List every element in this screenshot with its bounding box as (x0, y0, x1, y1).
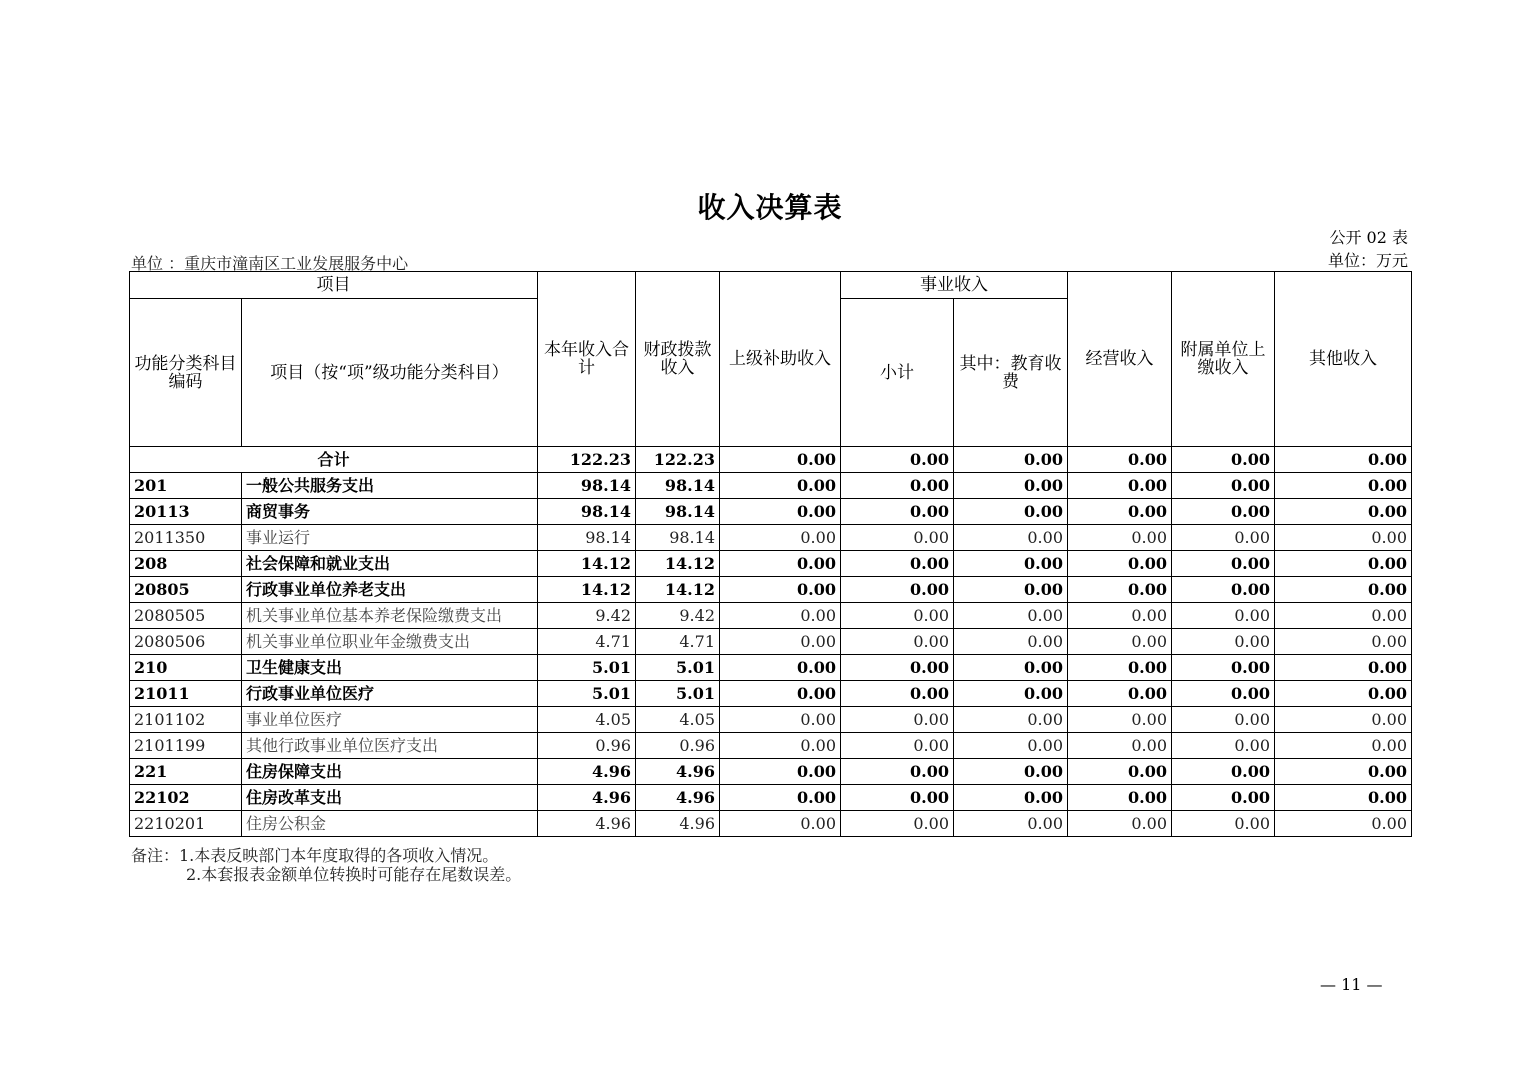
header-education: 其中：教育收费 (954, 299, 1068, 447)
note-line-2: 2.本套报表金额单位转换时可能存在尾数误差。 (186, 865, 522, 884)
row-value: 0.00 (1172, 759, 1275, 785)
row-value: 0.00 (841, 811, 954, 837)
row-value: 0.00 (841, 629, 954, 655)
currency-unit: 单位：万元 (1327, 251, 1408, 270)
organization-unit: 单位 ：重庆市潼南区工业发展服务中心 (131, 254, 409, 273)
row-value: 0.00 (1068, 811, 1172, 837)
row-value: 0.00 (1068, 525, 1172, 551)
row-value: 0.00 (1068, 759, 1172, 785)
row-value: 0.00 (841, 759, 954, 785)
page-number: — 11 — (1320, 975, 1383, 994)
row-value: 0.00 (1068, 733, 1172, 759)
row-code: 20113 (130, 499, 242, 525)
row-name: 行政事业单位医疗 (242, 681, 538, 707)
row-value: 5.01 (538, 655, 636, 681)
table-row (130, 733, 1412, 759)
notes (131, 846, 521, 884)
total-row (130, 447, 1412, 473)
row-value: 0.00 (1275, 551, 1412, 577)
row-name: 其他行政事业单位医疗支出 (242, 733, 538, 759)
table-row (130, 785, 1412, 811)
row-value: 0.96 (636, 733, 720, 759)
note-line-1: 备注：1.本表反映部门本年度取得的各项收入情况。 (131, 846, 499, 865)
row-value: 0.00 (954, 759, 1068, 785)
row-value: 0.00 (1172, 681, 1275, 707)
table-row (130, 655, 1412, 681)
row-value: 0.00 (1068, 629, 1172, 655)
header-business: 事业收入 (841, 272, 1068, 299)
row-value: 0.00 (1172, 733, 1275, 759)
row-value: 98.14 (538, 473, 636, 499)
row-value: 0.00 (841, 733, 954, 759)
row-name: 机关事业单位职业年金缴费支出 (242, 629, 538, 655)
row-value: 0.00 (1172, 629, 1275, 655)
row-value: 0.00 (720, 681, 841, 707)
row-value: 0.00 (954, 733, 1068, 759)
row-value: 98.14 (538, 499, 636, 525)
row-value: 0.00 (720, 655, 841, 681)
row-value: 0.00 (954, 707, 1068, 733)
row-value: 0.00 (954, 603, 1068, 629)
header-fiscal: 财政拨款收入 (636, 272, 720, 447)
row-value: 0.00 (1172, 811, 1275, 837)
row-value: 0.00 (841, 603, 954, 629)
row-value: 0.00 (1068, 681, 1172, 707)
row-value: 0.00 (1172, 577, 1275, 603)
table-row (130, 603, 1412, 629)
row-value: 14.12 (636, 551, 720, 577)
row-value: 0.00 (720, 603, 841, 629)
row-code: 21011 (130, 681, 242, 707)
row-code: 2080506 (130, 629, 242, 655)
row-value: 0.00 (720, 525, 841, 551)
row-value: 0.00 (720, 759, 841, 785)
row-value: 0.00 (954, 681, 1068, 707)
row-value: 0.00 (841, 473, 954, 499)
row-value: 0.00 (1275, 473, 1412, 499)
row-value: 0.00 (954, 629, 1068, 655)
row-code: 2210201 (130, 811, 242, 837)
row-value: 0.00 (1068, 551, 1172, 577)
row-value: 0.00 (1068, 707, 1172, 733)
row-value: 0.00 (1172, 655, 1275, 681)
row-value: 4.71 (538, 629, 636, 655)
row-name: 事业单位医疗 (242, 707, 538, 733)
row-value: 0.00 (1172, 785, 1275, 811)
row-value: 0.00 (1275, 603, 1412, 629)
row-value: 98.14 (636, 473, 720, 499)
row-value: 4.96 (636, 785, 720, 811)
row-value: 0.00 (1068, 785, 1172, 811)
row-value: 0.00 (1172, 707, 1275, 733)
row-value: 0.00 (720, 707, 841, 733)
table-row (130, 473, 1412, 499)
row-value: 0.00 (841, 551, 954, 577)
row-code: 2011350 (130, 525, 242, 551)
row-value: 14.12 (538, 551, 636, 577)
row-value: 0.00 (1275, 629, 1412, 655)
row-value: 0.00 (1275, 655, 1412, 681)
row-value: 0.00 (841, 707, 954, 733)
row-value: 0.00 (1068, 655, 1172, 681)
row-value: 0.00 (1068, 499, 1172, 525)
row-value: 0.00 (1172, 499, 1275, 525)
table-row (130, 551, 1412, 577)
row-value: 0.00 (1068, 577, 1172, 603)
header-project: 项目 (130, 272, 538, 299)
table-row (130, 707, 1412, 733)
row-value: 0.00 (954, 785, 1068, 811)
row-name: 卫生健康支出 (242, 655, 538, 681)
row-name: 商贸事务 (242, 499, 538, 525)
row-code: 221 (130, 759, 242, 785)
row-code: 2080505 (130, 603, 242, 629)
row-value: 0.00 (1275, 733, 1412, 759)
row-value: 0.00 (1172, 525, 1275, 551)
total-cell: 0.00 (1068, 447, 1172, 473)
row-value: 5.01 (636, 681, 720, 707)
row-value: 4.96 (538, 759, 636, 785)
row-code: 2101102 (130, 707, 242, 733)
row-value: 0.00 (1275, 681, 1412, 707)
row-value: 4.96 (636, 811, 720, 837)
page-title: 收入决算表 (697, 191, 843, 224)
row-value: 0.00 (841, 655, 954, 681)
row-value: 0.00 (1275, 525, 1412, 551)
row-value: 0.00 (1068, 603, 1172, 629)
row-code: 20805 (130, 577, 242, 603)
row-value: 4.96 (538, 785, 636, 811)
row-value: 0.00 (841, 525, 954, 551)
header-superior: 上级补助收入 (720, 272, 841, 447)
total-cell: 122.23 (538, 447, 636, 473)
row-value: 0.00 (1275, 499, 1412, 525)
row-value: 0.00 (1275, 707, 1412, 733)
header-name: 项目（按“项”级功能分类科目） (242, 299, 538, 447)
row-value: 98.14 (636, 499, 720, 525)
row-value: 0.00 (1172, 603, 1275, 629)
row-value: 4.05 (636, 707, 720, 733)
row-value: 4.71 (636, 629, 720, 655)
row-value: 0.00 (954, 499, 1068, 525)
row-value: 0.00 (720, 499, 841, 525)
table-row (130, 629, 1412, 655)
row-value: 0.00 (1275, 759, 1412, 785)
row-name: 住房公积金 (242, 811, 538, 837)
row-value: 0.00 (720, 785, 841, 811)
row-name: 社会保障和就业支出 (242, 551, 538, 577)
total-cell: 0.00 (954, 447, 1068, 473)
table-row (130, 811, 1412, 837)
row-code: 201 (130, 473, 242, 499)
header-code: 功能分类科目编码 (130, 299, 242, 447)
row-value: 0.00 (720, 629, 841, 655)
row-value: 0.00 (954, 655, 1068, 681)
row-value: 0.00 (1172, 473, 1275, 499)
row-value: 98.14 (538, 525, 636, 551)
row-name: 事业运行 (242, 525, 538, 551)
row-name: 住房保障支出 (242, 759, 538, 785)
total-label: 合计 (130, 447, 538, 473)
row-value: 0.96 (538, 733, 636, 759)
row-value: 0.00 (841, 785, 954, 811)
form-number: 公开 02 表 (1329, 228, 1408, 247)
row-value: 0.00 (954, 525, 1068, 551)
header-operating: 经营收入 (1068, 272, 1172, 447)
row-value: 0.00 (1172, 551, 1275, 577)
row-code: 210 (130, 655, 242, 681)
row-value: 5.01 (538, 681, 636, 707)
row-value: 4.96 (538, 811, 636, 837)
row-value: 0.00 (954, 473, 1068, 499)
total-cell: 0.00 (1275, 447, 1412, 473)
row-value: 0.00 (841, 681, 954, 707)
table-row (130, 681, 1412, 707)
row-value: 0.00 (720, 551, 841, 577)
row-code: 22102 (130, 785, 242, 811)
row-code: 2101199 (130, 733, 242, 759)
row-name: 住房改革支出 (242, 785, 538, 811)
header-other: 其他收入 (1275, 272, 1412, 447)
row-value: 0.00 (954, 811, 1068, 837)
row-value: 0.00 (720, 577, 841, 603)
row-value: 9.42 (636, 603, 720, 629)
row-value: 0.00 (1275, 577, 1412, 603)
row-value: 0.00 (720, 733, 841, 759)
income-table (129, 271, 1412, 837)
row-value: 0.00 (954, 551, 1068, 577)
row-value: 9.42 (538, 603, 636, 629)
row-value: 0.00 (841, 499, 954, 525)
table-row (130, 525, 1412, 551)
total-cell: 0.00 (841, 447, 954, 473)
row-value: 0.00 (954, 577, 1068, 603)
row-value: 98.14 (636, 525, 720, 551)
total-cell: 122.23 (636, 447, 720, 473)
table-row (130, 577, 1412, 603)
row-value: 4.05 (538, 707, 636, 733)
header-subtotal: 小计 (841, 299, 954, 447)
table-row (130, 499, 1412, 525)
row-value: 0.00 (720, 473, 841, 499)
row-code: 208 (130, 551, 242, 577)
row-value: 0.00 (1275, 785, 1412, 811)
header-total: 本年收入合计 (538, 272, 636, 447)
row-value: 0.00 (1068, 473, 1172, 499)
row-name: 一般公共服务支出 (242, 473, 538, 499)
row-value: 5.01 (636, 655, 720, 681)
header-affiliated: 附属单位上缴收入 (1172, 272, 1275, 447)
row-value: 0.00 (720, 811, 841, 837)
row-name: 行政事业单位养老支出 (242, 577, 538, 603)
total-cell: 0.00 (720, 447, 841, 473)
total-cell: 0.00 (1172, 447, 1275, 473)
row-value: 0.00 (841, 577, 954, 603)
row-value: 14.12 (636, 577, 720, 603)
table-row (130, 759, 1412, 785)
row-value: 14.12 (538, 577, 636, 603)
row-value: 0.00 (1275, 811, 1412, 837)
row-value: 4.96 (636, 759, 720, 785)
row-name: 机关事业单位基本养老保险缴费支出 (242, 603, 538, 629)
